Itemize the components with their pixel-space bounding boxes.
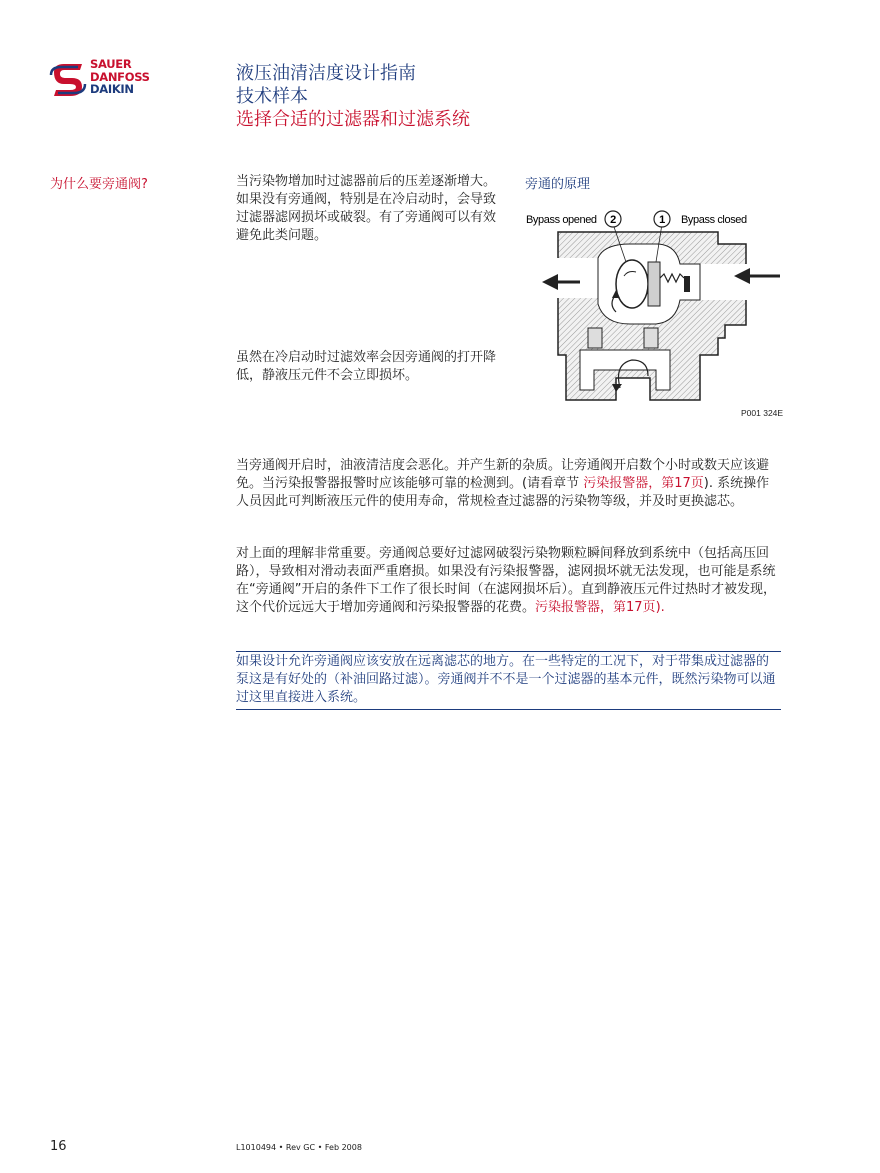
paragraph-1: 当污染物增加时过滤器前后的压差逐渐增大。如果没有旁通阀，特别是在冷启动时，会导致过滤器滤网损坏或破裂。有了旁通阀可以有效避免此类问题。: [236, 174, 497, 243]
header-section-title: 选择合适的过滤器和过滤系统: [236, 109, 470, 130]
page-header: [236, 62, 470, 131]
paragraph-3-link[interactable]: 污染报警器，第17页: [583, 476, 704, 491]
header-title: 液压油清洁度设计指南: [236, 63, 416, 84]
paragraph-4-link[interactable]: 污染报警器，第17页: [535, 600, 656, 615]
company-logo: [48, 58, 158, 102]
paragraph-4: [236, 545, 782, 617]
figure-code: P001 324E: [741, 408, 784, 418]
callout-2-number: 2: [610, 214, 616, 226]
logo-text-sauer: SAUER: [90, 57, 132, 71]
page-number: 16: [50, 1139, 67, 1154]
logo-text-danfoss: DANFOSS: [90, 69, 150, 84]
paragraph-2: 虽然在冷启动时过滤效率会因旁通阀的打开降低，静液压元件不会立即损坏。: [236, 350, 497, 383]
design-note: 如果设计允许旁通阀应该安放在远离滤芯的地方。在一些特定的工况下，对于带集成过滤器的泵这是有好处的（补油回路过滤）。旁通阀并不不是一个过滤器的基本元件，既然污染物可以通过这里直接进入系统。: [236, 651, 781, 710]
paragraph-3: [236, 457, 782, 511]
bypass-closed-label: Bypass closed: [681, 214, 747, 226]
logo-text-daikin: DAIKIN: [90, 82, 134, 96]
paragraph-4-end: ).: [655, 600, 665, 615]
callout-1-number: 1: [659, 214, 665, 226]
bypass-valve-illustration: [520, 200, 782, 422]
diagram-title: 旁通的原理: [525, 177, 591, 192]
bypass-opened-label: Bypass opened: [526, 214, 597, 226]
bypass-diagram: [520, 200, 782, 422]
header-subtitle: 技术样本: [236, 86, 308, 107]
document-code: L1010494 • Rev GC • Feb 2008: [236, 1143, 362, 1152]
logo-mark-icon: [48, 60, 88, 100]
paragraph-3-text-b: ). 系统操作人员因此可判断液压元件的使用寿命，常规检查过滤器的污染物等级，并及时更换滤芯。: [236, 476, 770, 509]
side-heading: 为什么要旁通阀?: [50, 177, 148, 192]
paragraph-4-text: 对上面的理解非常重要。旁通阀总要好过滤网破裂污染物颗粒瞬间释放到系统中（包括高压回路），导致相对滑动表面严重磨损。如果没有污染报警器，滤网损坏就无法发现，也可能是系统在“旁通阀”开启的条件下工作了很长时间（在滤网损坏后）。直到静液压元件过热时才被发现，这个代价远远大于增加旁通阀和污染报警器的花费。: [236, 546, 776, 615]
paragraph-3-text-a: 当旁通阀开启时，油液清洁度会恶化。并产生新的杂质。让旁通阀开启数个小时或数天应该避免。当污染报警器报警时应该能够可靠的检测到。(请看章节: [236, 458, 770, 491]
